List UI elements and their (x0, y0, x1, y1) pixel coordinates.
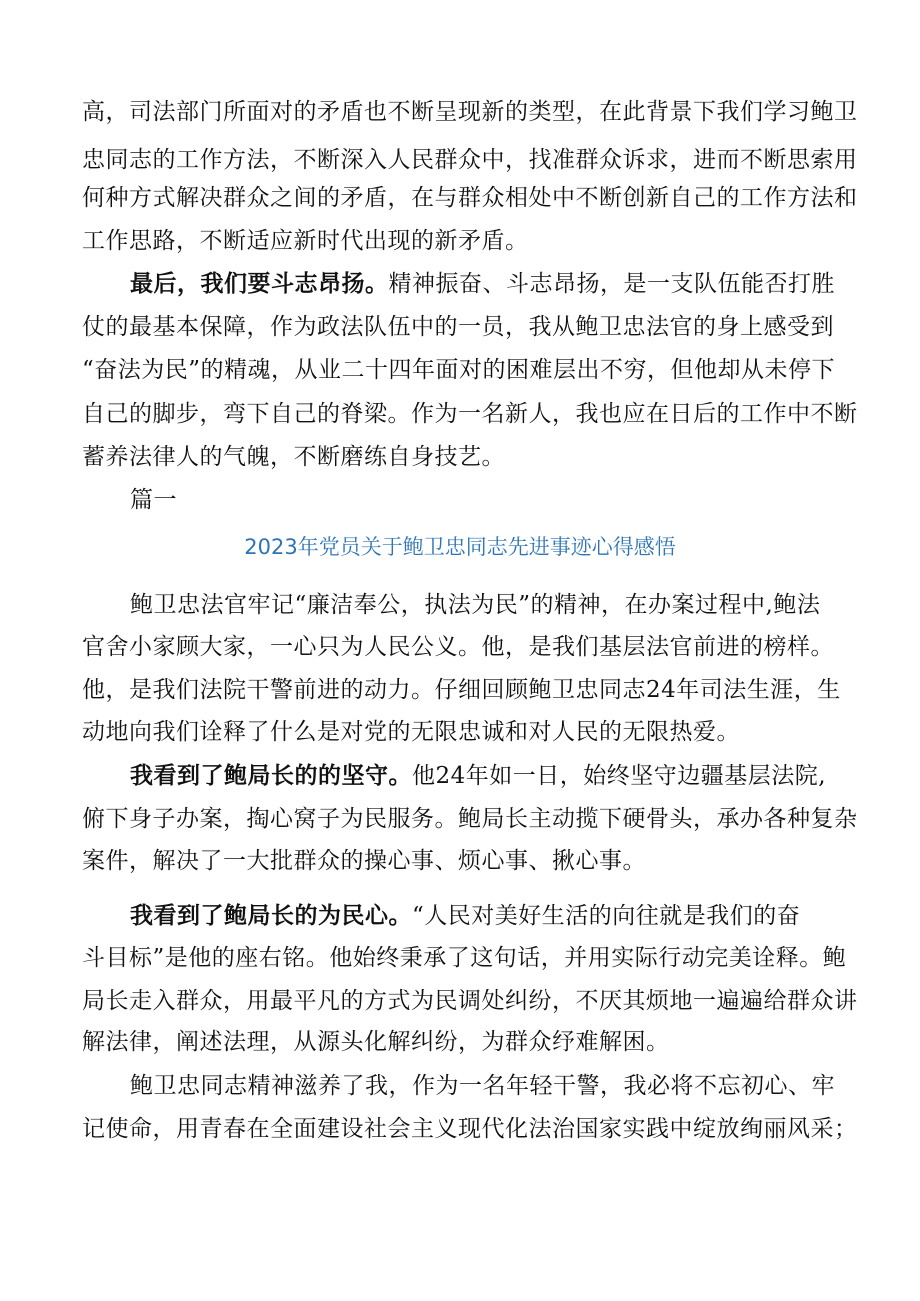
paragraph-text: 精神振奋、斗志昂扬，是一支队伍能否打胜 (388, 271, 835, 297)
paragraph-line: 鲍卫忠同志精神滋养了我，作为一名年轻干警，我必将不忘初心、牢 (130, 1073, 835, 1099)
paragraph-line: 蓄养法律人的气魄，不断磨练自身技艺。 (82, 444, 505, 470)
paragraph-line: 俯下身子办案，掏心窝子为民服务。鲍局长主动揽下硬骨头，承办各种复杂 (82, 806, 858, 832)
paragraph-line: 仗的最基本保障，作为政法队伍中的一员，我从鲍卫忠法官的身上感受到 (82, 314, 834, 340)
paragraph-text: “人民对美好生活的向往就是我们的奋 (412, 903, 801, 929)
paragraph-lead: 最后，我们要斗志昂扬。 (130, 270, 389, 297)
paragraph-line: 他，是我们法院干警前进的动力。仔细回顾鲍卫忠同志24年司法生涯，生 (82, 677, 841, 703)
paragraph-line: 何种方式解决群众之间的矛盾，在与群众相处中不断创新自己的工作方法和 (82, 185, 858, 211)
paragraph-line: “奋法为民”的精魂，从业二十四年面对的困难层出不穷，但他却从未停下 (82, 357, 836, 383)
paragraph-text: 他24年如一日，始终坚守边疆基层法院, (412, 763, 827, 789)
paragraph-line: 案件，解决了一大批群众的操心事、烦心事、揪心事。 (82, 848, 646, 874)
paragraph-line: 记使命，用青春在全面建设社会主义现代化法治国家实践中绽放绚丽风采； (82, 1116, 858, 1142)
paragraph-line: 鲍卫忠法官牢记“廉洁奉公，执法为民”的精神，在办案过程中,鲍法 (130, 592, 821, 618)
paragraph-line: 斗目标”是他的座右铭。他始终秉承了这句话，并用实际行动完美诠释。鲍 (82, 945, 847, 971)
paragraph-line: 工作思路，不断适应新时代出现的新矛盾。 (82, 228, 529, 254)
paragraph-line: 动地向我们诠释了什么是对党的无限忠诚和对人民的无限热爱。 (82, 719, 740, 745)
paragraph-line (130, 901, 900, 931)
paragraph-lead: 我看到了鲍局长的的坚守。 (130, 762, 412, 789)
paragraph-line: 自己的脚步，弯下自己的脊梁。作为一名新人，我也应在日后的工作中不断 (82, 401, 858, 427)
paragraph-line (130, 761, 900, 791)
paragraph-line: 高，司法部门所面对的矛盾也不断呈现新的类型，在此背景下我们学习鲍卫 (82, 99, 858, 125)
section-label: 篇一 (130, 487, 177, 513)
section-title: 2023年党员关于鲍卫忠同志先进事迹心得感悟 (244, 535, 676, 559)
paragraph-line: 官舍小家顾大家，一心只为人民公义。他，是我们基层法官前进的榜样。 (82, 634, 834, 660)
paragraph-line (130, 269, 900, 299)
paragraph-line: 解法律，阐述法理，从源头化解纠纷，为群众纾难解困。 (82, 1029, 670, 1055)
paragraph-line: 局长走入群众，用最平凡的方式为民调处纠纷，不厌其烦地一遍遍给群众讲 (82, 988, 858, 1014)
paragraph-lead: 我看到了鲍局长的为民心。 (130, 902, 412, 929)
paragraph-line: 忠同志的工作方法，不断深入人民群众中，找准群众诉求，进而不断思索用 (82, 147, 858, 173)
